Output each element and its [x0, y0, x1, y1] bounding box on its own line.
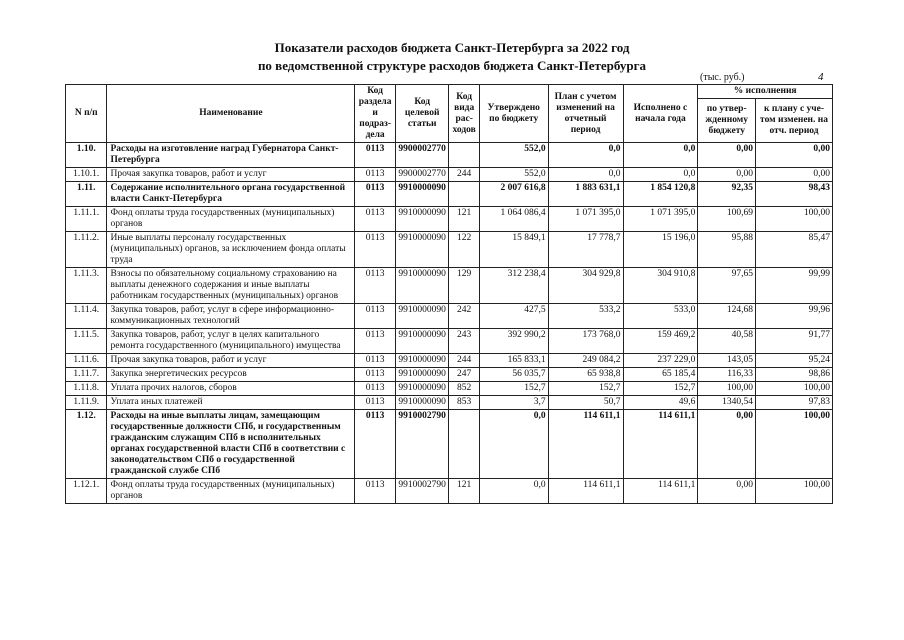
row-plan: 65 938,8: [548, 368, 623, 382]
row-name: Закупка энергетических ресурсов: [107, 368, 355, 382]
row-approved: 392 990,2: [479, 329, 548, 354]
row-type-code: 247: [449, 368, 479, 382]
row-target-code: 9910000090: [395, 354, 449, 368]
row-pct-approved: 0,00: [698, 479, 756, 504]
header-name: Наименование: [107, 85, 355, 143]
row-executed: 65 185,4: [623, 368, 698, 382]
row-num: 1.11.7.: [66, 368, 107, 382]
table-row: [66, 382, 833, 396]
row-target-code: 9910000090: [395, 182, 449, 207]
row-section-code: 0113: [355, 479, 395, 504]
page-number: 4: [818, 71, 824, 83]
row-num: 1.11.9.: [66, 396, 107, 410]
row-type-code: [449, 182, 479, 207]
row-type-code: 129: [449, 268, 479, 304]
row-executed: 533,0: [623, 304, 698, 329]
table-row: [66, 143, 833, 168]
table-row: [66, 232, 833, 268]
row-approved: 312 238,4: [479, 268, 548, 304]
row-target-code: 9900002770: [395, 143, 449, 168]
row-pct-plan: 99,99: [756, 268, 833, 304]
row-plan: 114 611,1: [548, 479, 623, 504]
row-section-code: 0113: [355, 354, 395, 368]
row-approved: 1 064 086,4: [479, 207, 548, 232]
row-target-code: 9910000090: [395, 207, 449, 232]
header-type: Код вида рас-ходов: [449, 85, 479, 143]
table-row: [66, 410, 833, 479]
row-name: Расходы на изготовление наград Губернатора Санкт-Петербурга: [107, 143, 355, 168]
row-name: Закупка товаров, работ, услуг в сфере информационно-коммуникационных технологий: [107, 304, 355, 329]
row-executed: 114 611,1: [623, 410, 698, 479]
row-num: 1.11.2.: [66, 232, 107, 268]
row-pct-approved: 124,68: [698, 304, 756, 329]
row-target-code: 9910000090: [395, 396, 449, 410]
row-type-code: 853: [449, 396, 479, 410]
row-target-code: 9910000090: [395, 382, 449, 396]
row-executed: 0,0: [623, 143, 698, 168]
header-percent-group: % исполнения: [698, 85, 833, 99]
table-row: [66, 182, 833, 207]
row-plan: 0,0: [548, 168, 623, 182]
row-type-code: 122: [449, 232, 479, 268]
row-approved: 552,0: [479, 168, 548, 182]
row-name: Взносы по обязательному социальному страхованию на выплаты денежного содержания и иные выплаты работникам государственных (муниципальных) органов: [107, 268, 355, 304]
row-section-code: 0113: [355, 268, 395, 304]
row-executed: 152,7: [623, 382, 698, 396]
row-num: 1.11.4.: [66, 304, 107, 329]
header-plan: План с учетом изменений на отчетный период: [548, 85, 623, 143]
row-approved: 165 833,1: [479, 354, 548, 368]
row-plan: 533,2: [548, 304, 623, 329]
row-executed: 15 196,0: [623, 232, 698, 268]
row-name: Прочая закупка товаров, работ и услуг: [107, 168, 355, 182]
row-target-code: 9910000090: [395, 304, 449, 329]
row-pct-plan: 100,00: [756, 410, 833, 479]
row-type-code: 121: [449, 479, 479, 504]
row-pct-approved: 92,35: [698, 182, 756, 207]
header-target: Код целевой статьи: [395, 85, 449, 143]
row-pct-plan: 100,00: [756, 382, 833, 396]
table-row: [66, 268, 833, 304]
units-label: (тыс. руб.): [700, 72, 745, 83]
row-section-code: 0113: [355, 232, 395, 268]
row-num: 1.10.: [66, 143, 107, 168]
row-target-code: 9910000090: [395, 368, 449, 382]
row-num: 1.12.1.: [66, 479, 107, 504]
row-name: Прочая закупка товаров, работ и услуг: [107, 354, 355, 368]
row-executed: 237 229,0: [623, 354, 698, 368]
row-approved: 56 035,7: [479, 368, 548, 382]
row-approved: 152,7: [479, 382, 548, 396]
row-pct-plan: 0,00: [756, 143, 833, 168]
header-pct-plan: к плану с уче-том изменен. на отч. период: [756, 99, 833, 143]
row-type-code: 121: [449, 207, 479, 232]
row-section-code: 0113: [355, 207, 395, 232]
row-type-code: [449, 410, 479, 479]
row-pct-approved: 143,05: [698, 354, 756, 368]
row-section-code: 0113: [355, 382, 395, 396]
row-type-code: 243: [449, 329, 479, 354]
row-plan: 50,7: [548, 396, 623, 410]
row-num: 1.11.: [66, 182, 107, 207]
header-executed: Исполнено с начала года: [623, 85, 698, 143]
row-section-code: 0113: [355, 168, 395, 182]
row-num: 1.11.3.: [66, 268, 107, 304]
row-pct-plan: 95,24: [756, 354, 833, 368]
row-section-code: 0113: [355, 396, 395, 410]
row-section-code: 0113: [355, 304, 395, 329]
table-row: [66, 168, 833, 182]
row-section-code: 0113: [355, 329, 395, 354]
row-section-code: 0113: [355, 410, 395, 479]
header-num: N п/п: [66, 85, 107, 143]
row-plan: 114 611,1: [548, 410, 623, 479]
table-row: [66, 396, 833, 410]
document-title-line2: по ведомственной структуре расходов бюджета Санкт-Петербурга: [257, 58, 647, 73]
row-type-code: [449, 143, 479, 168]
row-approved: 0,0: [479, 410, 548, 479]
row-pct-approved: 100,69: [698, 207, 756, 232]
row-plan: 17 778,7: [548, 232, 623, 268]
row-executed: 0,0: [623, 168, 698, 182]
row-pct-plan: 91,77: [756, 329, 833, 354]
row-approved: 3,7: [479, 396, 548, 410]
row-pct-plan: 85,47: [756, 232, 833, 268]
row-approved: 15 849,1: [479, 232, 548, 268]
row-pct-approved: 97,65: [698, 268, 756, 304]
row-section-code: 0113: [355, 143, 395, 168]
row-pct-plan: 98,86: [756, 368, 833, 382]
row-plan: 1 071 395,0: [548, 207, 623, 232]
row-pct-plan: 99,96: [756, 304, 833, 329]
row-plan: 304 929,8: [548, 268, 623, 304]
expenses-table: [65, 84, 833, 504]
row-pct-approved: 40,58: [698, 329, 756, 354]
row-num: 1.12.: [66, 410, 107, 479]
row-num: 1.11.5.: [66, 329, 107, 354]
row-approved: 2 007 616,8: [479, 182, 548, 207]
row-approved: 552,0: [479, 143, 548, 168]
table-row: [66, 354, 833, 368]
row-type-code: 244: [449, 354, 479, 368]
row-pct-approved: 100,00: [698, 382, 756, 396]
header-pct-approved: по утвер-жденному бюджету: [698, 99, 756, 143]
row-executed: 159 469,2: [623, 329, 698, 354]
table-row: [66, 479, 833, 504]
header-approved: Утверждено по бюджету: [479, 85, 548, 143]
row-approved: 0,0: [479, 479, 548, 504]
row-target-code: 9910002790: [395, 479, 449, 504]
row-name: Уплата иных платежей: [107, 396, 355, 410]
row-executed: 114 611,1: [623, 479, 698, 504]
row-pct-approved: 0,00: [698, 143, 756, 168]
row-section-code: 0113: [355, 368, 395, 382]
row-name: Иные выплаты персоналу государственных (муниципальных) органов, за исключением фонда оплаты труда: [107, 232, 355, 268]
row-pct-plan: 98,43: [756, 182, 833, 207]
row-pct-approved: 0,00: [698, 410, 756, 479]
row-plan: 249 084,2: [548, 354, 623, 368]
row-type-code: 244: [449, 168, 479, 182]
row-num: 1.11.6.: [66, 354, 107, 368]
row-num: 1.10.1.: [66, 168, 107, 182]
row-target-code: 9910000090: [395, 232, 449, 268]
row-pct-approved: 116,33: [698, 368, 756, 382]
table-row: [66, 368, 833, 382]
table-row: [66, 207, 833, 232]
row-num: 1.11.8.: [66, 382, 107, 396]
table-row: [66, 329, 833, 354]
row-name: Закупка товаров, работ, услуг в целях капитального ремонта государственного (муниципального) имущества: [107, 329, 355, 354]
row-executed: 49,6: [623, 396, 698, 410]
header-section: Код раздела и подраз-дела: [355, 85, 395, 143]
row-section-code: 0113: [355, 182, 395, 207]
row-type-code: 852: [449, 382, 479, 396]
row-name: Фонд оплаты труда государственных (муниципальных) органов: [107, 207, 355, 232]
row-executed: 1 071 395,0: [623, 207, 698, 232]
row-plan: 0,0: [548, 143, 623, 168]
row-pct-approved: 0,00: [698, 168, 756, 182]
row-num: 1.11.1.: [66, 207, 107, 232]
table-row: [66, 304, 833, 329]
row-executed: 304 910,8: [623, 268, 698, 304]
row-name: Содержание исполнительного органа государственной власти Санкт-Петербурга: [107, 182, 355, 207]
row-pct-approved: 1340,54: [698, 396, 756, 410]
row-target-code: 9910002790: [395, 410, 449, 479]
row-pct-plan: 100,00: [756, 479, 833, 504]
row-name: Расходы на иные выплаты лицам, замещающим государственные должности СПб, и государственным гражданским служащим СПб в исполнительных органах государственной власти СПб в соответствии с законодательством СПб о государственной гражданской службе СПб: [107, 410, 355, 479]
row-pct-approved: 95,88: [698, 232, 756, 268]
row-target-code: 9910000090: [395, 329, 449, 354]
row-target-code: 9910000090: [395, 268, 449, 304]
row-type-code: 242: [449, 304, 479, 329]
row-name: Фонд оплаты труда государственных (муниципальных) органов: [107, 479, 355, 504]
row-approved: 427,5: [479, 304, 548, 329]
row-pct-plan: 0,00: [756, 168, 833, 182]
row-name: Уплата прочих налогов, сборов: [107, 382, 355, 396]
row-plan: 1 883 631,1: [548, 182, 623, 207]
row-executed: 1 854 120,8: [623, 182, 698, 207]
row-pct-plan: 97,83: [756, 396, 833, 410]
document-title-line1: Показатели расходов бюджета Санкт-Петербурга за 2022 год: [274, 40, 630, 55]
row-plan: 173 768,0: [548, 329, 623, 354]
row-plan: 152,7: [548, 382, 623, 396]
row-target-code: 9900002770: [395, 168, 449, 182]
row-pct-plan: 100,00: [756, 207, 833, 232]
